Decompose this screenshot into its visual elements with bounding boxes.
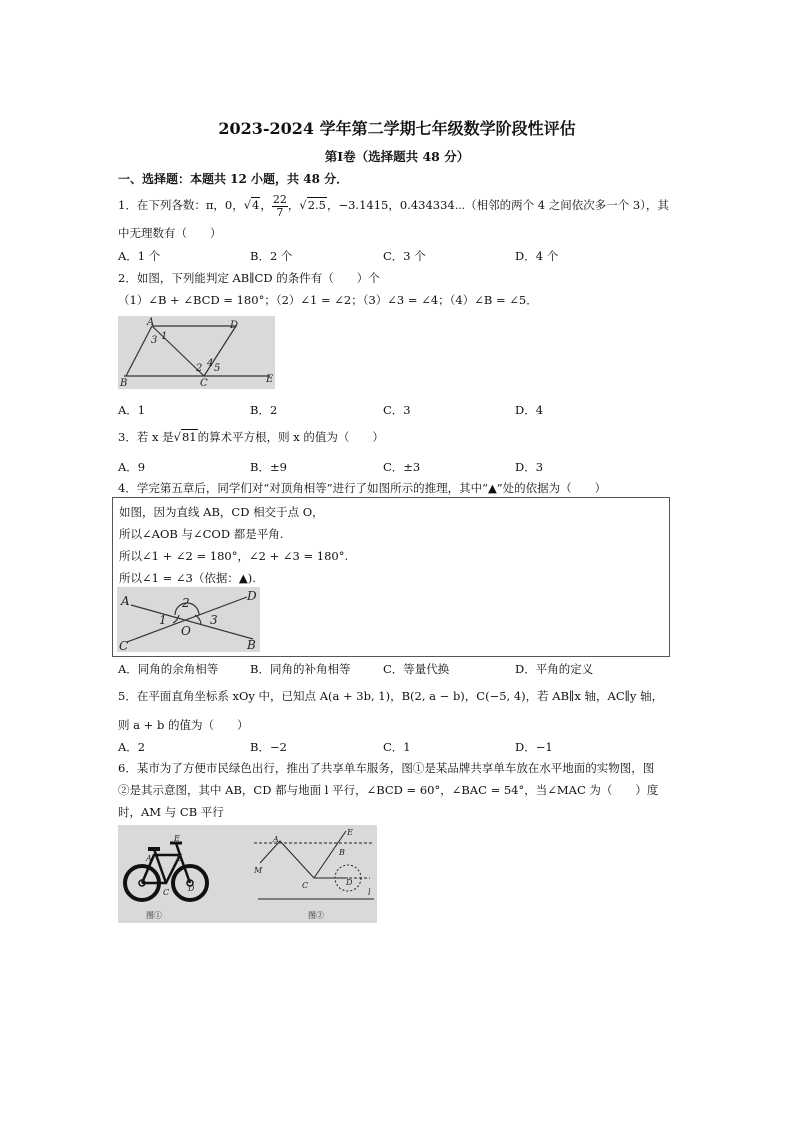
fig2-label-c: C xyxy=(302,881,309,890)
sqrt-81: √81 xyxy=(173,430,197,444)
question-6-line-3: 时，AM 与 CB 平行 xyxy=(118,805,224,819)
q4-box-line-2: 所以∠AOB 与∠COD 都是平角. xyxy=(119,527,284,541)
fig1-label-b: B xyxy=(176,854,182,863)
fig1-label-c: C xyxy=(163,888,170,897)
q4-label-2: 2 xyxy=(182,596,190,610)
fig2-caption: 图② xyxy=(308,911,324,920)
fig2-label-b: B xyxy=(339,848,345,857)
section-heading: 一、选择题：本题共 12 小题，共 48 分． xyxy=(118,172,349,186)
fig2-label-e: E xyxy=(347,828,353,837)
fig1-label-a: A xyxy=(146,854,152,863)
q2-label-2: 2 xyxy=(196,363,203,374)
question-1-line-2: 中无理数有（ ） xyxy=(118,226,222,240)
q1-suffix: ，−3.1415，0.434334⋯（相邻的两个 4 之间依次多一个 3），其 xyxy=(326,198,669,213)
question-4-line-1: 4．学完第五章后，同学们对“对顶角相等”进行了如图所示的推理，其中“▲”处的依据为（ ） xyxy=(118,481,607,495)
q2-figure-svg xyxy=(118,316,275,389)
question-6-line-1: 6．某市为了方便市民绿色出行，推出了共享单车服务，图①是某品牌共享单车放在水平地面的实物图，图 xyxy=(118,761,655,775)
q2-option-a[interactable]: A．1 xyxy=(118,403,146,417)
q2-label-d: D xyxy=(230,320,239,331)
schematic-drawing xyxy=(254,831,374,899)
q3-option-a[interactable]: A．9 xyxy=(118,460,146,474)
q4-box-line-4: 所以∠1 = ∠3（依据：▲). xyxy=(119,571,256,585)
q2-label-c: C xyxy=(200,378,208,389)
question-3 xyxy=(118,429,384,445)
q4-label-c: C xyxy=(119,639,129,652)
q5-option-d[interactable]: D．−1 xyxy=(515,740,553,754)
question-6-line-2: ②是其示意图，其中 AB，CD 都与地面 l 平行，∠BCD = 60°，∠BAC = 54°，当∠MAC 为（ ）度 xyxy=(118,783,659,797)
q4-box-line-3: 所以∠1 + ∠2 = 180°，∠2 + ∠3 = 180°. xyxy=(119,549,349,563)
q3-option-d[interactable]: D．3 xyxy=(515,460,544,474)
q3-suffix: 的算术平方根，则 x 的值为（ ） xyxy=(197,430,384,444)
q4-figure xyxy=(117,587,260,652)
q2-label-e: E xyxy=(266,374,274,385)
q4-label-b: B xyxy=(247,638,256,652)
question-5-line-1: 5．在平面直角坐标系 xOy 中，已知点 A(a + 3b, 1)，B(2, a − b)，C(−5, 4)，若 AB∥x 轴，AC∥y 轴， xyxy=(118,689,664,703)
q1-option-d[interactable]: D．4 个 xyxy=(515,249,559,263)
fig2-label-l: l xyxy=(368,888,371,897)
q4-option-b[interactable]: B．同角的补角相等 xyxy=(250,662,351,676)
q1-option-a[interactable]: A．1 个 xyxy=(118,249,161,263)
fig1-caption: 图① xyxy=(146,911,162,920)
q2-label-1: 1 xyxy=(161,331,168,342)
q2-option-b[interactable]: B．2 xyxy=(250,403,278,417)
q4-figure-svg xyxy=(117,587,260,652)
q4-label-3: 3 xyxy=(210,613,218,627)
q5-option-a[interactable]: A．2 xyxy=(118,740,146,754)
q2-label-5: 5 xyxy=(214,363,221,374)
q5-option-c[interactable]: C．1 xyxy=(383,740,411,754)
sqrt-4: √4 xyxy=(243,198,260,213)
q3-option-b[interactable]: B．±9 xyxy=(250,460,287,474)
q6-figure-svg xyxy=(118,825,377,923)
question-2-line-2: （1）∠B + ∠BCD = 180°；（2）∠1 = ∠2；（3）∠3 = ∠4；（4）∠B = ∠5． xyxy=(118,293,538,307)
q3-option-c[interactable]: C．±3 xyxy=(383,460,421,474)
page-title: 2023-2024 学年第二学期七年级数学阶段性评估 xyxy=(218,119,576,138)
fraction-22-7: $\frac{22}{7}$ xyxy=(272,193,287,219)
q4-label-o: O xyxy=(181,624,191,638)
q2-figure xyxy=(118,316,275,389)
question-1-line-1: 1．在下列各数：π，0，√4， $\frac{22}{7}$ ，√2.5，−3.1415，0.434334⋯（相邻的两个 4 之间依次多一个 3），其 xyxy=(118,193,669,219)
fig2-label-d: D xyxy=(346,878,353,887)
q4-option-a[interactable]: A．同角的余角相等 xyxy=(118,662,219,676)
fig2-label-m: M xyxy=(254,866,263,875)
q2-label-a: A xyxy=(147,317,155,328)
question-2-line-1: 2．如图，下列能判定 AB∥CD 的条件有（ ）个 xyxy=(118,271,380,285)
q1-option-b[interactable]: B．2 个 xyxy=(250,249,293,263)
q2-option-d[interactable]: D．4 xyxy=(515,403,544,417)
q4-option-d[interactable]: D．平角的定义 xyxy=(515,662,594,676)
q4-box-line-1: 如图，因为直线 AB，CD 相交于点 O， xyxy=(119,505,324,519)
page-subtitle: 第Ⅰ卷（选择题共 48 分） xyxy=(324,149,470,164)
fig2-label-a: A xyxy=(273,835,279,844)
q4-option-c[interactable]: C．等量代换 xyxy=(383,662,450,676)
q6-figure xyxy=(118,825,377,923)
question-5-line-2: 则 a + b 的值为（ ） xyxy=(118,718,249,732)
q4-label-d: D xyxy=(247,589,257,603)
q4-label-1: 1 xyxy=(159,613,167,627)
q5-option-b[interactable]: B．−2 xyxy=(250,740,287,754)
q2-label-3: 3 xyxy=(151,335,158,346)
q2-label-b: B xyxy=(120,378,128,389)
q3-prefix: 3．若 x 是 xyxy=(118,430,174,444)
fig1-label-d: D xyxy=(188,884,195,893)
q2-label-4: 4 xyxy=(207,358,214,369)
q1-prefix: 1．在下列各数：π，0， xyxy=(118,198,244,213)
q4-label-a: A xyxy=(121,594,130,608)
sqrt-2-5: √2.5 xyxy=(299,198,326,213)
q2-option-c[interactable]: C．3 xyxy=(383,403,411,417)
q1-option-c[interactable]: C．3 个 xyxy=(383,249,426,263)
fig1-label-e: E xyxy=(174,834,180,843)
